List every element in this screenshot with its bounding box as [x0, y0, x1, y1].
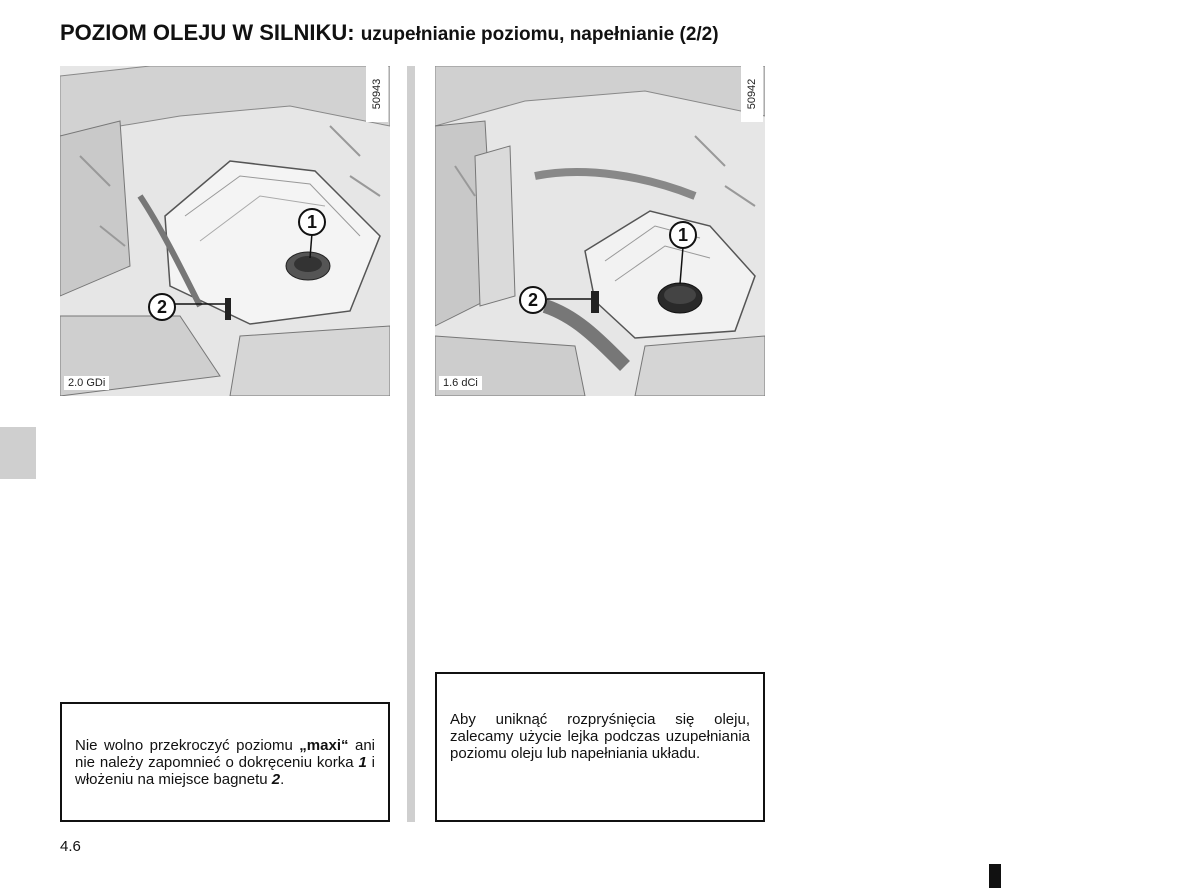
- page-title: [60, 20, 719, 46]
- page-number: 4.6: [60, 838, 81, 855]
- callout-2-dipstick: 2: [519, 286, 547, 314]
- note-box-right: [435, 672, 765, 822]
- note-box-left: [60, 702, 390, 822]
- engine-figure-right: [435, 66, 765, 396]
- figure-number: 50942: [741, 66, 763, 122]
- engine-figure-left: [60, 66, 390, 396]
- figure-number: 50943: [366, 66, 388, 122]
- callout-1-oil-filler-cap: 1: [669, 221, 697, 249]
- title-main: POZIOM OLEJU W SILNIKU: [60, 20, 348, 45]
- engine-illustration-left: [60, 66, 390, 396]
- chapter-side-tab: [0, 427, 36, 479]
- engine-label: 1.6 dCi: [439, 376, 482, 390]
- title-sub: uzupełnianie poziomu, napełnianie (2/2): [360, 24, 719, 45]
- page-edge-marker: [989, 864, 1001, 888]
- engine-illustration-right: [435, 66, 765, 396]
- note-left-text: Nie wolno przekroczyć poziomu „maxi“ ani nie należy zapomnieć o dokręceniu korka 1 i włożeniu na miejsce bagnetu 2.: [75, 737, 376, 788]
- note-right-text: Aby uniknąć rozpryśnięcia się oleju, zalecamy użycie lejka podczas uzupełniania poziomu oleju lub napełniania układu.: [450, 711, 750, 762]
- column-divider: [407, 66, 415, 822]
- callout-2-dipstick: 2: [148, 293, 176, 321]
- title-separator: :: [347, 20, 361, 45]
- engine-label: 2.0 GDi: [64, 376, 109, 390]
- callout-1-oil-filler-cap: 1: [298, 208, 326, 236]
